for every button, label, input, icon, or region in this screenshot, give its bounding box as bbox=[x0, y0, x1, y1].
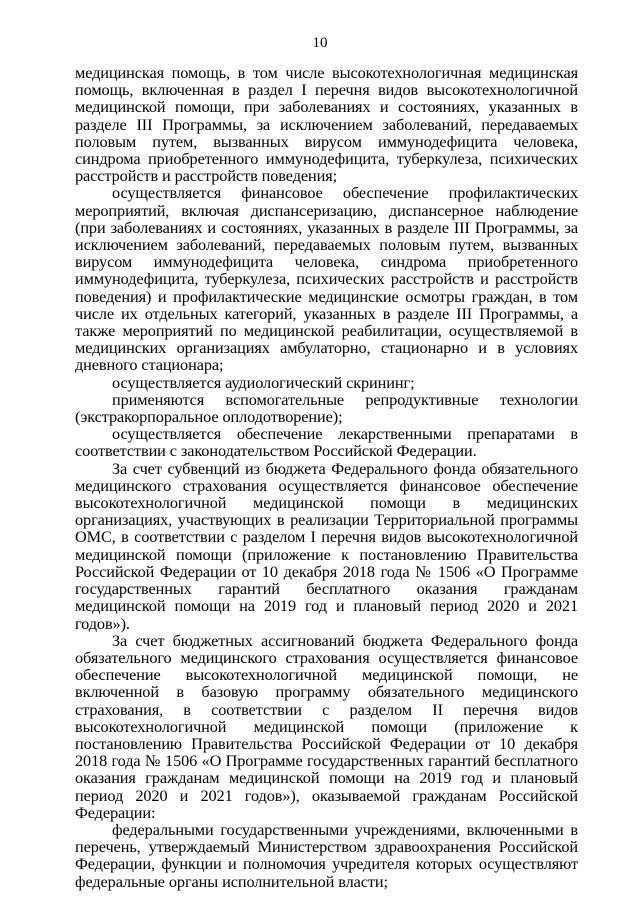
paragraph-federal-institutions: федеральными государственными учреждениями, включенными в перечень, утверждаемый Министерством здравоохранения Российской Федерации, функции и полномочия учредителя которых осуществляют федеральные органы исполнительной власти; bbox=[75, 819, 578, 891]
paragraph-audiological-screening: осуществляется аудиологический скрининг; bbox=[112, 372, 415, 392]
paragraph-subventions-high-tech-care: За счет субвенций из бюджета Федерального фонда обязательного медицинского страхования осуществляется финансовое обеспечение высокотехнологичной медицинской помощи в медицинских организациях, участвующих в реализации Территориальной программы ОМС, в соответствии с разделом I перечня видов высокотехнологичной медицинской помощи (приложение к постановлению Правительства Российской Федерации от 10 декабря 2018 года № 1506 «О Программе государственных гарантий бесплатного оказания гражданам медицинской помощи на 2019 год и плановый период 2020 и 2021 годов»). bbox=[75, 458, 578, 633]
paragraph-drug-provision: осуществляется обеспечение лекарственными препаратами в соответствии с законодательством Российской Федерации. bbox=[75, 424, 578, 461]
paragraph-budget-allocations-high-tech-care: За счет бюджетных ассигнований бюджета Федерального фонда обязательного медицинского страхования осуществляется финансовое обеспечение высокотехнологичной медицинской помощи, не включенной в базовую программу обязательного медицинского страхования, в соответствии с разделом II перечня видов высокотехнологичной медицинской помощи (приложение к постановлению Правительства Российской Федерации от 10 декабря 2018 года № 1506 «О Программе государственных гарантий бесплатного оказания гражданам медицинской помощи на 2019 год и плановый период 2020 и 2021 годов»), оказываемой гражданам Российской Федерации: bbox=[75, 630, 578, 822]
paragraph-medical-care-continuation: медицинская помощь, в том числе высокотехнологичная медицинская помощь, включенная в раздел I перечня видов высокотехнологичной медицинской помощи, при заболеваниях и состояниях, указанных в разделе III Программы, за исключением заболеваний, передаваемых половым путем, вызванных вирусом иммунодефицита человека, синдрома приобретенного иммунодефицита, туберкулеза, психических расстройств и расстройств поведения; bbox=[75, 63, 578, 186]
page-number: 10 bbox=[312, 35, 328, 51]
document-body bbox=[75, 64, 578, 890]
paragraph-reproductive-technologies: применяются вспомогательные репродуктивные технологии (экстракорпоральное оплодотворение); bbox=[75, 389, 578, 427]
paragraph-preventive-measures: осуществляется финансовое обеспечение профилактических мероприятий, включая диспансеризацию, диспансерное наблюдение (при заболеваниях и состояниях, указанных в разделе III Программы, за исключением заболеваний, передаваемых половым путем, вызванных вирусом иммунодефицита человека, синдрома приобретенного иммунодефицита, туберкулеза, психических расстройств и расстройств поведения) и профилактические медицинские осмотры граждан, в том числе их отдельных категорий, указанных в разделе III Программы, а также мероприятий по медицинской реабилитации, осуществляемой в медицинских организациях амбулаторно, стационарно и в условиях дневного стационара; bbox=[75, 183, 578, 375]
